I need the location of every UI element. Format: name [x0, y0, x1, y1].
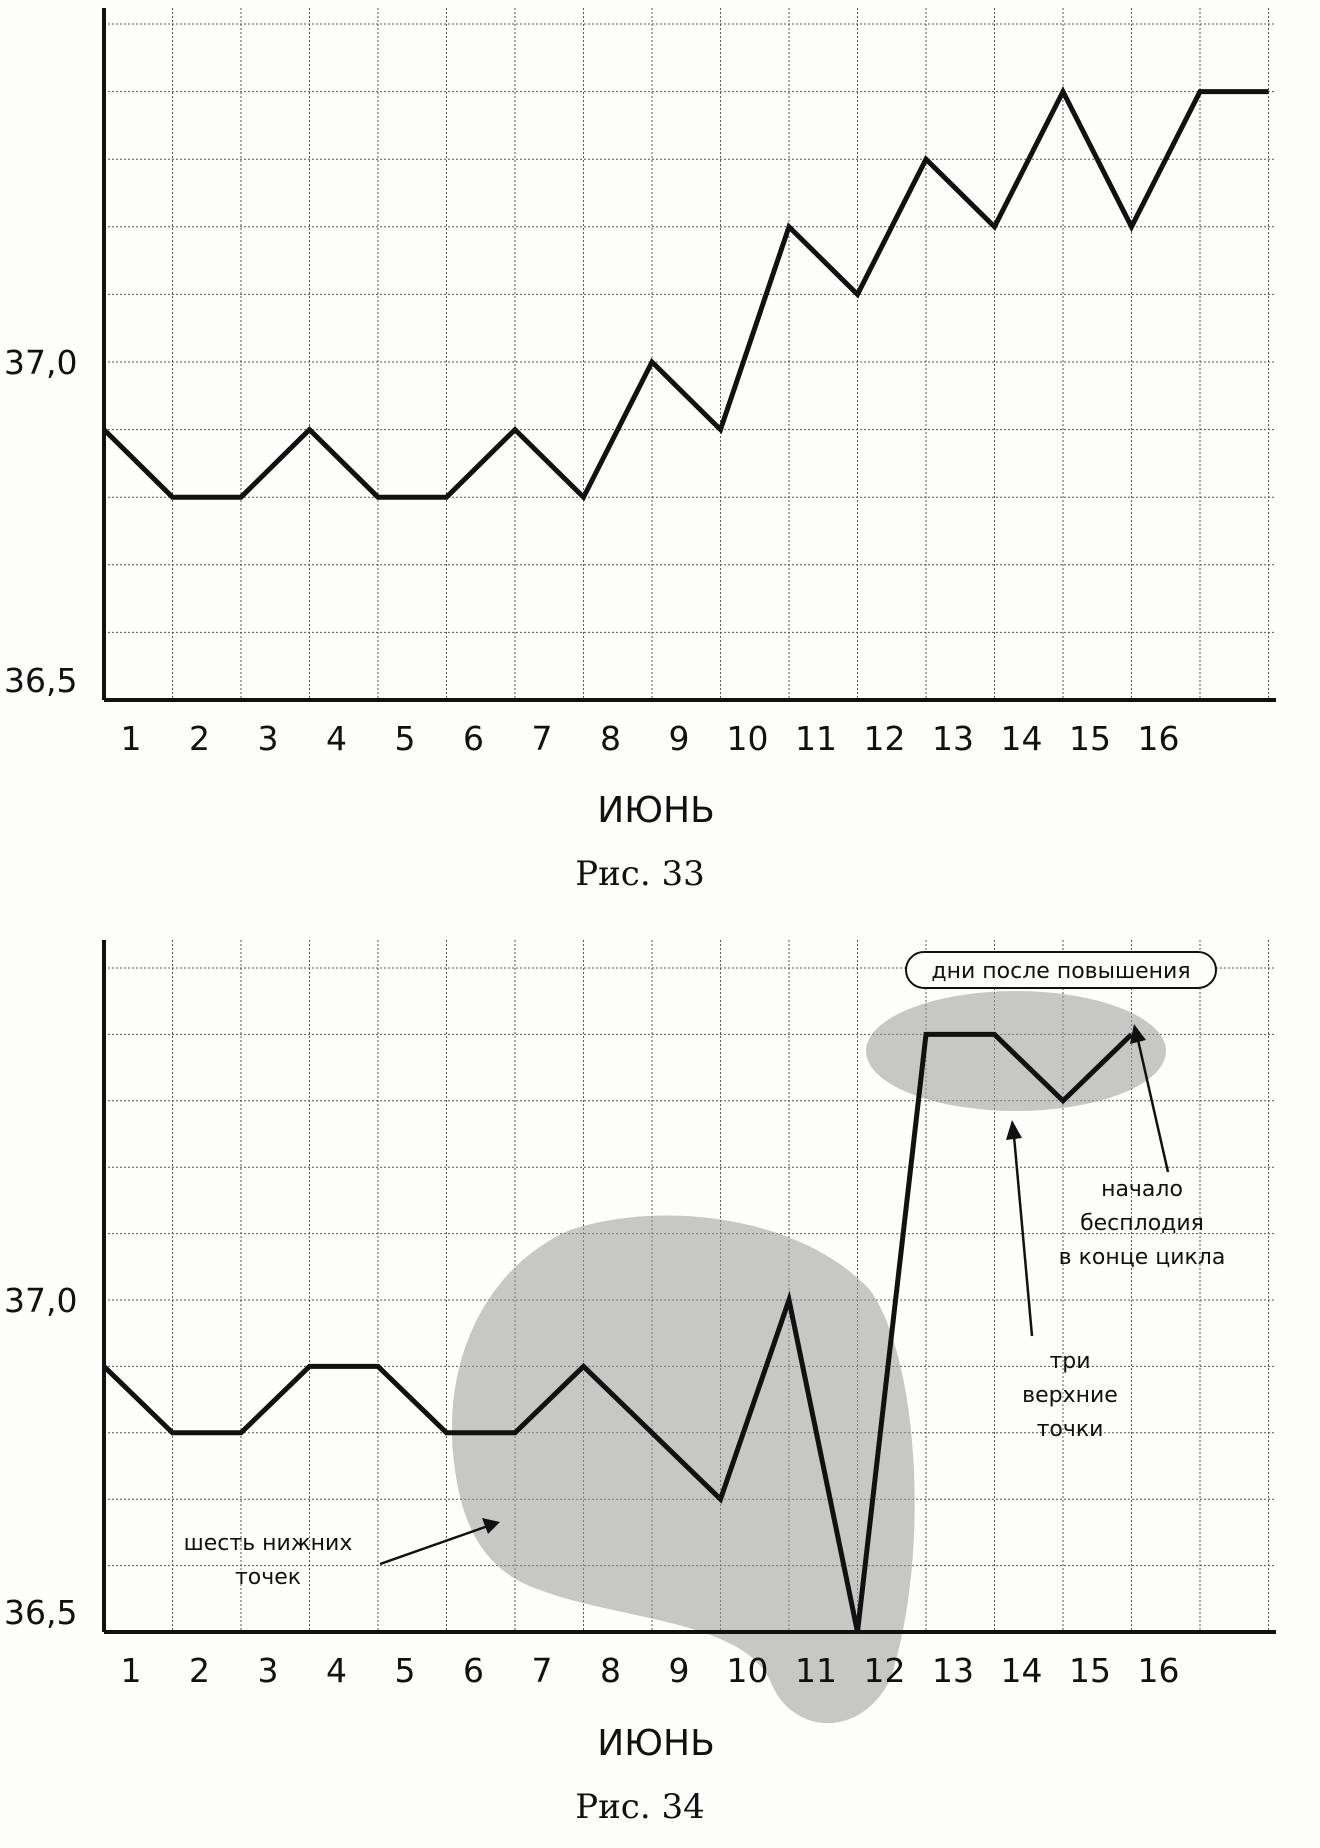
arrow-line — [380, 1526, 488, 1564]
x-tick-label: 3 — [257, 1651, 279, 1690]
x-tick-label: 3 — [257, 719, 279, 758]
y-tick-label: 37,0 — [4, 1281, 78, 1320]
annotation-line-1: начало — [1101, 1177, 1183, 1202]
x-tick-labels — [121, 1651, 1180, 1690]
annotation-line-3: в конце цикла — [1058, 1245, 1226, 1270]
x-tick-label: 11 — [795, 719, 837, 758]
x-tick-label: 12 — [863, 1651, 906, 1690]
y-tick-label: 37,0 — [4, 343, 78, 382]
x-axis-label: ИЮНЬ — [597, 790, 715, 831]
x-tick-label: 11 — [795, 1651, 837, 1690]
annotation-line-3: точки — [1036, 1417, 1104, 1442]
x-tick-label: 12 — [863, 719, 906, 758]
arrow-head — [1006, 1120, 1022, 1140]
x-tick-label: 2 — [189, 1651, 210, 1690]
annotation-line-1: три — [1049, 1349, 1091, 1374]
x-tick-label: 13 — [932, 719, 974, 758]
x-tick-label: 15 — [1069, 719, 1111, 758]
x-tick-label: 8 — [600, 1651, 621, 1690]
x-tick-label: 4 — [326, 1651, 347, 1690]
annotation-six-lower-points — [184, 1518, 500, 1590]
x-tick-label: 7 — [531, 719, 553, 758]
x-tick-label: 16 — [1137, 719, 1180, 758]
x-tick-label: 8 — [600, 719, 621, 758]
grid — [104, 8, 1276, 700]
x-tick-label: 9 — [668, 719, 690, 758]
x-tick-label: 10 — [726, 719, 769, 758]
x-tick-label: 5 — [394, 719, 416, 758]
x-tick-label: 5 — [394, 1651, 416, 1690]
x-tick-label: 14 — [1000, 1651, 1043, 1690]
annotation-three-upper-points — [1006, 1120, 1118, 1442]
x-tick-label: 7 — [531, 1651, 553, 1690]
x-tick-label: 4 — [326, 719, 347, 758]
x-tick-label: 6 — [463, 719, 484, 758]
x-tick-label: 16 — [1137, 1651, 1180, 1690]
figure-caption: Рис. 34 — [575, 1787, 705, 1827]
shaded-region-high-points — [866, 991, 1166, 1111]
y-tick-label: 36,5 — [4, 1593, 78, 1632]
x-axis-label: ИЮНЬ — [597, 1723, 715, 1764]
x-tick-labels — [121, 719, 1180, 758]
x-tick-label: 1 — [120, 719, 142, 758]
annotation-line-1: шесть нижних — [183, 1531, 353, 1556]
chart-fig-33 — [4, 8, 1276, 894]
x-tick-label: 14 — [1000, 719, 1043, 758]
annotation-days-after-rise — [906, 952, 1216, 988]
x-tick-label: 2 — [189, 719, 210, 758]
x-tick-label: 9 — [668, 1651, 690, 1690]
annotation-text: дни после повышения — [931, 959, 1191, 984]
y-tick-labels — [4, 1281, 77, 1632]
x-tick-label: 15 — [1069, 1651, 1111, 1690]
x-tick-label: 13 — [932, 1651, 974, 1690]
arrow-line — [1014, 1136, 1032, 1336]
shaded-region-low-points — [452, 1216, 915, 1724]
annotation-line-2: верхние — [1022, 1383, 1118, 1408]
y-tick-labels — [4, 343, 77, 700]
annotation-line-2: точек — [234, 1565, 302, 1590]
x-tick-label: 10 — [726, 1651, 769, 1690]
figure-caption: Рис. 33 — [575, 854, 705, 894]
x-tick-label: 6 — [463, 1651, 484, 1690]
chart-fig-34 — [4, 940, 1276, 1827]
y-tick-label: 36,5 — [4, 661, 78, 700]
annotation-line-2: бесплодия — [1080, 1211, 1204, 1236]
x-tick-label: 1 — [120, 1651, 142, 1690]
